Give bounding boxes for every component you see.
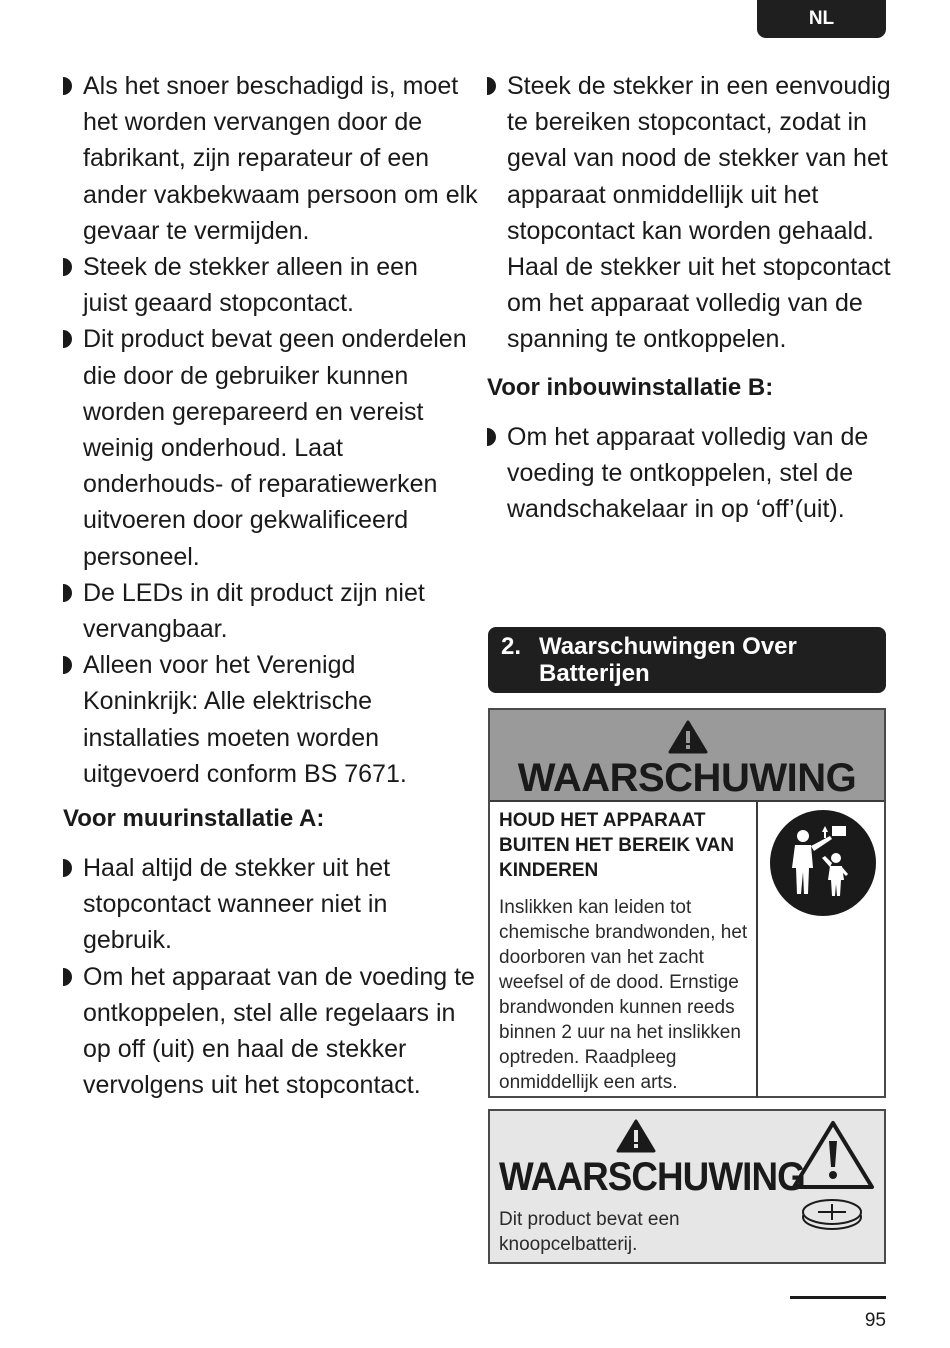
- warning-triangle-icon: [668, 720, 708, 754]
- safety-list-top: [63, 68, 478, 792]
- right-column: [487, 68, 891, 527]
- list-item: Haal altijd de stekker uit het stopcontact wanneer niet in gebruik.: [63, 850, 443, 959]
- left-column: [63, 68, 478, 1103]
- list-item: Steek de stekker in een eenvoudig te bereiken stopcontact, zodat in geval van nood de stekker van het apparaat onmiddellijk uit het stopcontact kan worden gehaald. Haal de stekker uit het stopcontact om het apparaat volledig van de spanning te ontkoppelen.: [487, 68, 905, 358]
- safety-list-wall: [63, 850, 475, 1103]
- warning-triangle-icon: [616, 1119, 656, 1153]
- warning-word: WAARSCHUWING: [499, 1155, 805, 1199]
- wall-installation-heading: Voor muurinstallatie A:: [63, 805, 325, 833]
- coin-battery-icon: [800, 1197, 864, 1233]
- warning-header: [490, 710, 884, 802]
- bullet-icon: [63, 258, 72, 276]
- builtin-installation-heading: Voor inbouwinstallatie B:: [487, 373, 774, 401]
- section-title: Waarschuwingen Over Batterijen: [539, 633, 797, 687]
- list-item: Alleen voor het Verenigd Koninkrijk: Alle elektrische installaties moeten worden uitgevoerd conform BS 7671.: [63, 647, 453, 792]
- list-item: Steek de stekker alleen in een juist geaard stopcontact.: [63, 249, 463, 321]
- warning-caption: HOUD HET APPARAAT BUITEN HET BEREIK VAN KINDEREN: [499, 810, 735, 881]
- plug-list: [487, 68, 891, 358]
- bullet-icon: [63, 656, 72, 674]
- bullet-icon: [63, 330, 72, 348]
- keep-away-from-children-icon: [770, 810, 876, 916]
- warning-text: [490, 802, 758, 1098]
- warning-box-children: [488, 708, 886, 1098]
- warning-word: WAARSCHUWING: [517, 756, 857, 800]
- list-item: Dit product bevat geen onderdelen die door de gebruiker kunnen worden gerepareerd en vereist weinig onderhoud. Laat onderhouds- of reparatiewerken uitvoeren door gekwalificeerd personeel.: [63, 321, 468, 574]
- list-item: Om het apparaat volledig van de voeding te ontkoppelen, stel de wandschakelaar in op ‘off’(uit).: [487, 419, 907, 528]
- bullet-icon: [487, 77, 496, 95]
- warning-body: [490, 802, 884, 1098]
- list-item: Om het apparaat van de voeding te ontkoppelen, stel alle regelaars in op off (uit) en haal de stekker vervolgens uit het stopcontact.: [63, 959, 488, 1104]
- bullet-icon: [63, 584, 72, 602]
- list-item: De LEDs in dit product zijn niet vervangbaar.: [63, 575, 468, 647]
- section-heading: [488, 627, 886, 693]
- warning-description: Inslikken kan leiden tot chemische brandwonden, het doorboren van het zacht weefsel of de dood. Ernstige brandwonden kunnen reeds binnen 2 uur na het inslikken optreden. Raadpleeg onmiddellijk een arts.: [499, 897, 748, 1093]
- builtin-list: [487, 419, 887, 528]
- warning-description: Dit product bevat een knoopcelbatterij.: [499, 1209, 680, 1255]
- warning-box-battery: [488, 1109, 886, 1264]
- bullet-icon: [487, 428, 496, 446]
- bullet-icon: [63, 77, 72, 95]
- list-item: Als het snoer beschadigd is, moet het worden vervangen door de fabrikant, zijn reparateur of een ander vakbekwaam persoon om elk gevaar te vermijden.: [63, 68, 483, 249]
- bullet-icon: [63, 859, 72, 877]
- page-number: 95: [864, 1310, 886, 1331]
- language-tab: NL: [757, 0, 886, 38]
- footer-rule: [790, 1296, 886, 1299]
- bullet-icon: [63, 968, 72, 986]
- section-number: 2.: [501, 633, 522, 660]
- caution-triangle-icon: [790, 1119, 876, 1191]
